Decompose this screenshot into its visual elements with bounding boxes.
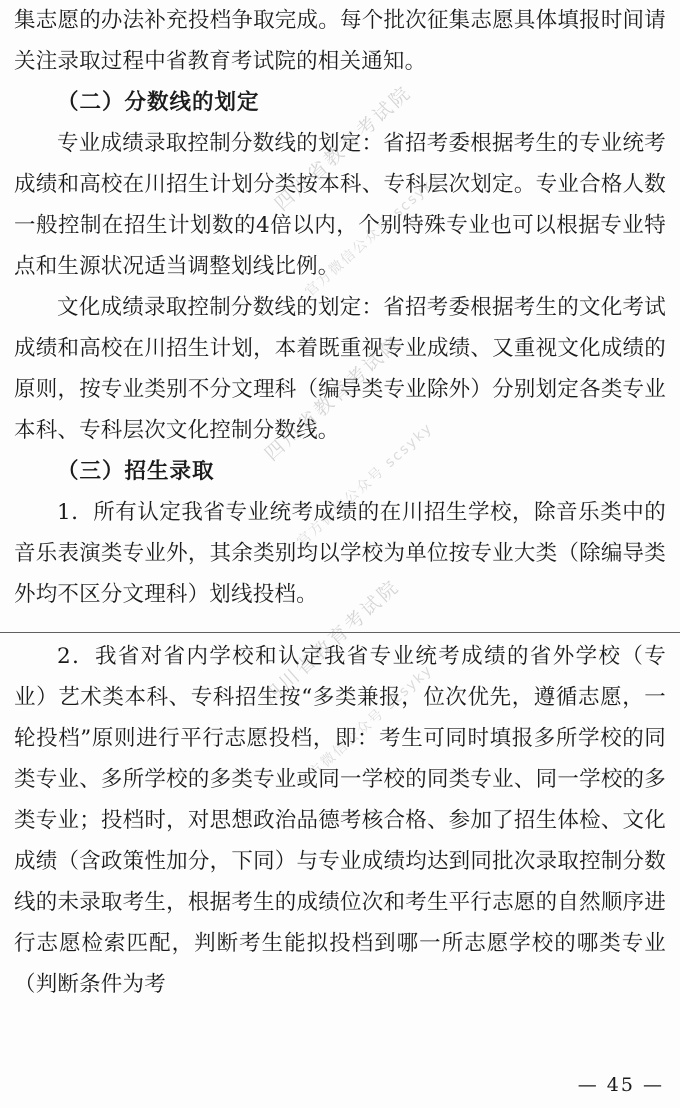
watermark-agency-name: 四川省教育考试院 bbox=[260, 331, 407, 466]
text-block-upper bbox=[14, 0, 666, 615]
text-block-lower bbox=[14, 636, 666, 1005]
paragraph-item-one: 1．所有认定我省专业统考成绩的在川招生学校，除音乐类中的音乐表演类专业外，其余类别均以学校为单位按专业大类（除编导类外均不区分文理科）划线投档。 bbox=[14, 500, 666, 607]
page-number: — 45 — bbox=[577, 1074, 664, 1096]
paragraph-major-score-line: 专业成绩录取控制分数线的划定：省招考委根据考生的专业统考成绩和高校在川招生计划分类按本科、专科层次划定。专业合格人数一般控制在招生计划数的4倍以内，个别特殊专业也可以根据专业特点和生源状况适当调整划线比例。 bbox=[14, 131, 666, 279]
watermark-wechat-account: 官方微信公众号 scsyky bbox=[302, 169, 445, 301]
watermark-agency-name: 四川省教育考试院 bbox=[258, 575, 405, 710]
section-heading-two: （二）分数线的划定 bbox=[57, 90, 260, 115]
horizontal-rule bbox=[0, 632, 680, 633]
watermark-wechat-account: 官方微信公众号 scsyky bbox=[294, 661, 437, 793]
paragraph-culture-score-line: 文化成绩录取控制分数线的划定：省招考委根据考生的文化考试成绩和高校在川招生计划，本着既重视专业成绩、又重视文化成绩的原则，按专业类别不分文理科（编导类专业除外）分别划定各类专业本科、专科层次文化控制分数线。 bbox=[14, 295, 666, 443]
paragraph-item-two: 2．我省对省内学校和认定我省专业统考成绩的省外学校（专业）艺术类本科、专科招生按“多类兼报，位次优先，遵循志愿，一轮投档”原则进行平行志愿投档，即：考生可同时填报多所学校的同类专业、多所学校的多类专业或同一学校的同类专业、同一学校的多类专业；投档时，对思想政治品德考核合格、参加了招生体检、文化成绩（含政策性加分，下同）与专业成绩均达到同批次录取控制分数线的未录取考生，根据考生的成绩位次和考生平行志愿的自然顺序进行志愿检索匹配，判断考生能拟投档到哪一所志愿学校的哪类专业（判断条件为考 bbox=[14, 644, 666, 997]
section-heading-three: （三）招生录取 bbox=[57, 459, 215, 484]
paragraph-continuation: 集志愿的办法补充投档争取完成。每个批次征集志愿具体填报时间请关注录取过程中省教育考试院的相关通知。 bbox=[14, 8, 666, 74]
watermark-wechat-account: 官方微信公众号 scsyky bbox=[294, 419, 437, 551]
watermark-agency-name: 四川省教育考试院 bbox=[270, 81, 417, 216]
